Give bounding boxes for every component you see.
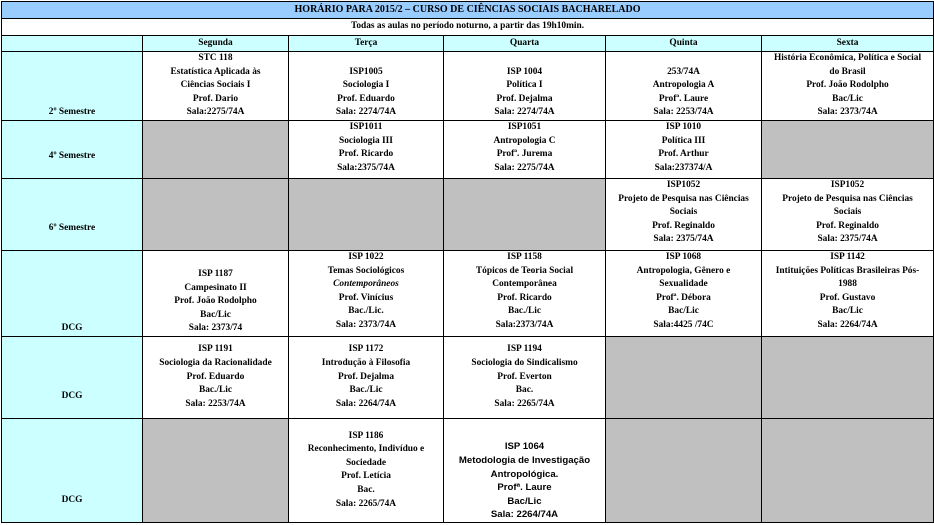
- class-cell: [444, 250, 606, 336]
- course-code: ISP 1186: [348, 430, 384, 441]
- schedule-row: [2, 336, 934, 418]
- day-header-monday: Segunda: [143, 36, 289, 52]
- course-detail-line: Sala: 2253/74A: [653, 107, 714, 118]
- course-code: ISP1005: [349, 66, 383, 77]
- row-label: DCG: [2, 250, 143, 336]
- class-cell: [143, 336, 289, 418]
- course-detail-line: Sala:4425 /74C: [653, 319, 714, 330]
- course-code: ISP 1004: [506, 66, 543, 77]
- course-detail-line: Bac/Lic: [832, 306, 863, 317]
- class-cell: [606, 120, 762, 178]
- course-detail-line: Bac/Lic: [507, 495, 542, 507]
- schedule-row: [2, 250, 934, 336]
- day-header-tuesday: Terça: [289, 36, 444, 52]
- course-detail-line: Profª. Laure: [497, 482, 552, 494]
- course-detail-line: Sociais: [669, 207, 698, 218]
- course-code: STC 118: [198, 53, 233, 63]
- course-detail-line: Prof. Eduardo: [337, 93, 395, 104]
- course-detail-line: Sala:237374/A: [654, 162, 713, 173]
- course-code: ISP 1068: [665, 251, 702, 262]
- class-cell: [444, 120, 606, 178]
- row-label: 2º Semestre: [2, 52, 143, 121]
- course-detail-line: Sociedade: [345, 457, 387, 468]
- course-detail-line: Prof. Arthur: [658, 149, 709, 160]
- course-detail-line: Bac./Lic.: [348, 306, 384, 317]
- course-detail-line: Sala:2275/74A: [186, 107, 245, 118]
- course-detail-line: Prof. Dario: [192, 93, 239, 104]
- course-detail-line: Temas Sociológicos: [327, 265, 405, 276]
- course-code: ISP 1022: [348, 251, 384, 262]
- course-detail-line: Sala: 2373/74A: [335, 319, 397, 330]
- course-detail-line: Antropologia, Gênero e: [636, 265, 731, 276]
- class-cell: [143, 250, 289, 336]
- schedule-note: Todas as aulas no período noturno, a partir das 19h10min.: [2, 19, 934, 36]
- course-detail-line: Estatística Aplicada às: [170, 66, 261, 77]
- course-code: ISP 1158: [507, 251, 542, 262]
- row-label: 6º Semestre: [2, 178, 143, 250]
- course-detail-line: Sala: 2264/74A: [817, 319, 878, 330]
- empty-slot: [143, 418, 289, 522]
- course-detail-line: Introdução à Filosofia: [321, 358, 411, 369]
- course-detail-line: Sala: 2373/74: [188, 323, 243, 334]
- course-code: ISP1052: [666, 179, 701, 190]
- empty-slot: [444, 178, 606, 250]
- course-detail-line: Antropológica.: [490, 468, 559, 480]
- course-detail-line: Bac./Lic: [349, 385, 383, 396]
- course-detail-line: Sala:2373/74A: [495, 319, 554, 330]
- schedule-row: [2, 178, 934, 250]
- course-detail-line: Sala: 2253/74A: [185, 398, 246, 409]
- course-detail-line: Profª. Jurema: [496, 149, 553, 160]
- course-code: ISP1011: [349, 121, 383, 132]
- class-cell: [289, 120, 444, 178]
- course-detail-line: Sala: 2264/74A: [490, 509, 559, 521]
- class-cell: [762, 250, 934, 336]
- course-code: História Econômica, Política e Social: [773, 53, 922, 63]
- course-detail-line: Prof. Ricardo: [497, 292, 552, 303]
- course-detail-line: do Brasil: [829, 66, 866, 77]
- course-detail-line: Reconhecimento, Indivíduo e: [307, 444, 425, 455]
- corner-cell: [2, 36, 143, 52]
- course-detail-line: Prof. Eduardo: [186, 371, 245, 382]
- course-detail-line: Contemporânea: [492, 279, 557, 290]
- course-detail-line: Bac.: [515, 385, 534, 396]
- class-cell: [606, 52, 762, 121]
- class-cell: [444, 418, 606, 522]
- row-label: 4º Semestre: [2, 120, 143, 178]
- course-code: ISP 1191: [198, 344, 233, 355]
- class-cell: [143, 52, 289, 121]
- course-detail-line: Sala: 2373/74A: [817, 107, 878, 118]
- course-detail-line: 1988: [838, 279, 857, 290]
- course-detail-line: Prof. Everton: [497, 371, 552, 382]
- course-detail-line: Sociologia III: [339, 135, 393, 146]
- course-detail-line: Sociologia do Sindicalismo: [471, 358, 578, 369]
- course-detail-line: Sala: 2265/74A: [335, 498, 397, 509]
- course-detail-line: Sala:2375/74A: [337, 162, 395, 173]
- schedule-row: [2, 418, 934, 522]
- course-detail-line: Bac.: [357, 485, 375, 496]
- empty-slot: [762, 418, 934, 522]
- course-code: ISP1052: [830, 179, 865, 190]
- course-detail-line: Antropologia A: [652, 80, 715, 91]
- course-detail-line: Antropologia C: [493, 135, 556, 146]
- empty-slot: [762, 336, 934, 418]
- row-label: DCG: [2, 336, 143, 418]
- course-detail-line: Bac/Lic: [668, 306, 699, 317]
- day-header-friday: Sexta: [762, 36, 934, 52]
- course-code: ISP 1142: [830, 251, 865, 262]
- course-detail-line: Profª. Laure: [658, 93, 709, 104]
- empty-slot: [143, 178, 289, 250]
- course-code: ISP1051: [507, 121, 542, 132]
- course-detail-line: Metodologia de Investigação: [458, 455, 591, 466]
- course-detail-line: Prof. Ricardo: [338, 149, 394, 160]
- course-detail-line: Contemporâneos: [333, 279, 399, 290]
- empty-slot: [606, 418, 762, 522]
- course-code: ISP 1187: [198, 269, 233, 279]
- schedule-row: [2, 52, 934, 121]
- class-cell: [444, 52, 606, 121]
- course-detail-line: Prof. João Rodolpho: [174, 296, 257, 307]
- class-cell: [289, 250, 444, 336]
- class-cell: [762, 52, 934, 121]
- course-detail-line: Bac/Lic: [200, 309, 231, 320]
- course-detail-line: Sala: 2275/74A: [494, 162, 555, 173]
- course-detail-line: Profª. Débora: [656, 292, 711, 303]
- course-detail-line: Sala: 2375/74A: [653, 234, 714, 245]
- empty-slot: [762, 120, 934, 178]
- course-detail-line: Prof. João Rodolpho: [806, 80, 889, 91]
- day-header-thursday: Quinta: [606, 36, 762, 52]
- course-detail-line: Sala: 2375/74A: [817, 234, 878, 245]
- course-detail-line: Prof. Gustavo: [819, 292, 876, 303]
- empty-slot: [606, 336, 762, 418]
- schedule-row: [2, 120, 934, 178]
- course-detail-line: Bac/Lic: [832, 93, 863, 104]
- course-detail-line: Política I: [506, 80, 543, 91]
- course-code: 253/74A: [667, 66, 700, 77]
- empty-slot: [143, 120, 289, 178]
- class-cell: [606, 250, 762, 336]
- course-detail-line: Sala: 2264/74A: [335, 398, 397, 409]
- course-detail-line: Sala: 2265/74A: [494, 398, 555, 409]
- course-detail-line: Campesinato II: [184, 282, 247, 293]
- row-label: DCG: [2, 418, 143, 522]
- course-code: ISP 1064: [504, 441, 545, 453]
- course-detail-line: Prof. Reginaldo: [816, 220, 879, 231]
- course-detail-line: Sociologia da Racionalidade: [159, 358, 272, 369]
- course-detail-line: Bac./Lic: [198, 385, 233, 396]
- class-cell: [444, 336, 606, 418]
- schedule-title: HORÁRIO PARA 2015/2 – CURSO DE CIÊNCIAS SOCIAIS BACHARELADO: [2, 2, 934, 19]
- class-cell: [289, 418, 444, 522]
- course-code: ISP 1194: [507, 344, 542, 355]
- course-detail-line: Projeto de Pesquisa nas Ciências: [782, 193, 913, 204]
- empty-slot: [289, 178, 444, 250]
- schedule-table: [1, 1, 934, 523]
- class-cell: [289, 52, 444, 121]
- course-code: ISP 1172: [348, 344, 384, 355]
- class-cell: [289, 336, 444, 418]
- course-detail-line: Bac./Lic: [507, 306, 542, 317]
- course-detail-line: Projeto de Pesquisa nas Ciências: [618, 193, 749, 204]
- course-detail-line: Sociologia I: [342, 80, 390, 91]
- course-detail-line: Prof. Dejalma: [337, 371, 395, 382]
- course-detail-line: Intituições Políticas Brasileiras Pós-: [775, 265, 920, 276]
- course-detail-line: Tópicos de Teoria Social: [475, 265, 574, 276]
- course-detail-line: Prof. Vinícius: [338, 292, 394, 303]
- class-cell: [762, 178, 934, 250]
- day-header-wednesday: Quarta: [444, 36, 606, 52]
- course-detail-line: Ciências Sociais I: [180, 80, 251, 91]
- course-code: ISP 1010: [665, 121, 702, 132]
- course-detail-line: Prof. Dejalma: [496, 93, 553, 104]
- course-detail-line: Prof. Reginaldo: [652, 220, 715, 231]
- course-detail-line: Política III: [661, 135, 706, 146]
- course-detail-line: Sociais: [833, 207, 862, 218]
- course-detail-line: Prof. Letícia: [341, 471, 391, 482]
- course-detail-line: Sala: 2274/74A: [494, 107, 555, 118]
- class-cell: [606, 178, 762, 250]
- course-detail-line: Sala: 2274/74A: [335, 107, 397, 118]
- course-detail-line: Sexualidade: [659, 279, 708, 290]
